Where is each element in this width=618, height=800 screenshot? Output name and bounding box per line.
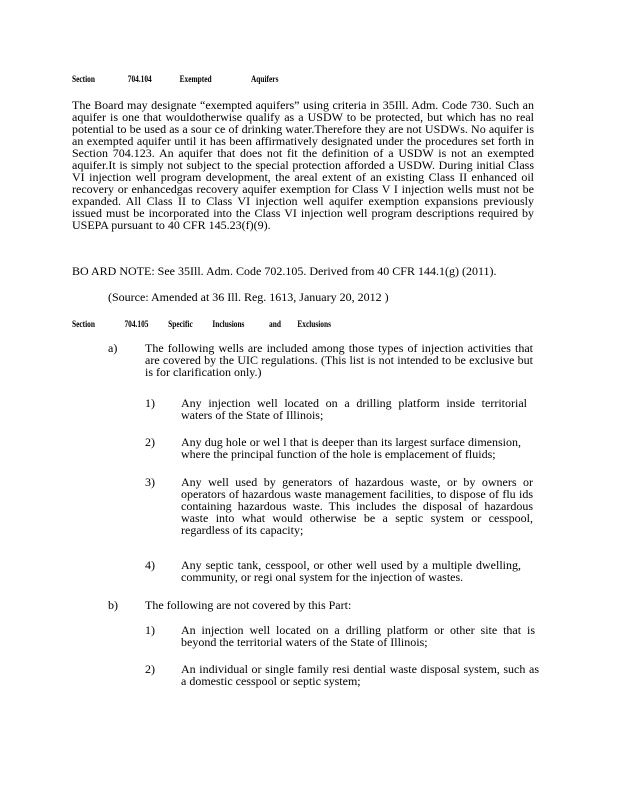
subsection-b-label: b) bbox=[108, 598, 118, 612]
heading-title-word-1: Exempted bbox=[179, 74, 212, 84]
subsection-b-text: The following are not covered by this Part: bbox=[145, 598, 352, 612]
subsection-a-label: a) bbox=[108, 341, 118, 355]
list-item-text: Any injection well located on a drilling platform inside territorial waters of the State of Illinois; bbox=[181, 396, 527, 422]
heading-title-word-2: Aquifers bbox=[250, 74, 279, 84]
subsection-a-text: The following wells are included among those types of injection activities that are covered by the UIC regulations. (This list is not intended to be exclusive but is for clarification only.) bbox=[145, 341, 533, 379]
list-item-text: Any septic tank, cesspool, or other well used by a multiple dwelling, community, or regi onal system for the injection of wastes. bbox=[181, 558, 521, 584]
list-item-label: 2) bbox=[145, 435, 155, 449]
list-item-label: 3) bbox=[145, 475, 155, 489]
heading-section-word: Section bbox=[72, 74, 95, 84]
heading-title-word-3: and bbox=[269, 319, 281, 329]
list-item-label: 1) bbox=[145, 623, 155, 637]
list-item-text: An individual or single family resi dential waste disposal system, such as a domestic cesspool or septic system; bbox=[181, 662, 539, 688]
section-704-104-heading bbox=[72, 74, 278, 84]
heading-title-word-4: Exclusions bbox=[297, 319, 331, 329]
list-item-text: An injection well located on a drilling platform or other site that is beyond the territorial waters of the State of Illinois; bbox=[181, 623, 535, 649]
source-note: (Source: Amended at 36 Ill. Reg. 1613, January 20, 2012 ) bbox=[108, 290, 389, 304]
heading-section-number: 704.104 bbox=[127, 74, 152, 84]
list-item-text: Any well used by generators of hazardous waste, or by owners or operators of hazardous waste management facilities, to dispose of flu ids containing hazardous waste. This includes the disposal of hazardous waste into what would otherwise be a septic system or cesspool, regardless of its capacity; bbox=[181, 475, 533, 537]
heading-title-word-1: Specific bbox=[168, 319, 193, 329]
section-704-105-heading bbox=[72, 319, 331, 329]
heading-section-word: Section bbox=[72, 319, 95, 329]
heading-title-word-2: Inclusions bbox=[212, 319, 245, 329]
section-704-104-body: The Board may designate “exempted aquifers” using criteria in 35Ill. Adm. Code 730. Such an aquifer is one that wouldotherwise qualify as a USDW to be protected, but which has no real potential to be used as a sour ce of drinking water.Therefore they are not USDWs. No aquifer is an exempted aquifer until it has been affirmatively designated under the procedures set forth in Section 704.123. An aquifer that does not fit the definition of a USDW is not an exempted aquifer.It is simply not subject to the special protection afforded a USDW. During initial Class VI injection well program development, the areal extent of an existing Class II enhanced oil recovery or enhancedgas recovery aquifer exemption for Class V I injection wells must not be expanded. All Class II to Class VI injection well aquifer exemption expansions previously issued must be incorporated into the Class VI injection well program descriptions required by USEPA pursuant to 40 CFR 145.23(f)(9). bbox=[72, 98, 534, 232]
list-item-label: 1) bbox=[145, 396, 155, 410]
list-item-text: Any dug hole or wel l that is deeper than its largest surface dimension, where the principal function of the hole is emplacement of fluids; bbox=[181, 435, 521, 461]
heading-section-number: 704.105 bbox=[124, 319, 149, 329]
board-note: BO ARD NOTE: See 35Ill. Adm. Code 702.105. Derived from 40 CFR 144.1(g) (2011). bbox=[72, 264, 497, 278]
list-item-label: 2) bbox=[145, 662, 155, 676]
list-item-label: 4) bbox=[145, 558, 155, 572]
